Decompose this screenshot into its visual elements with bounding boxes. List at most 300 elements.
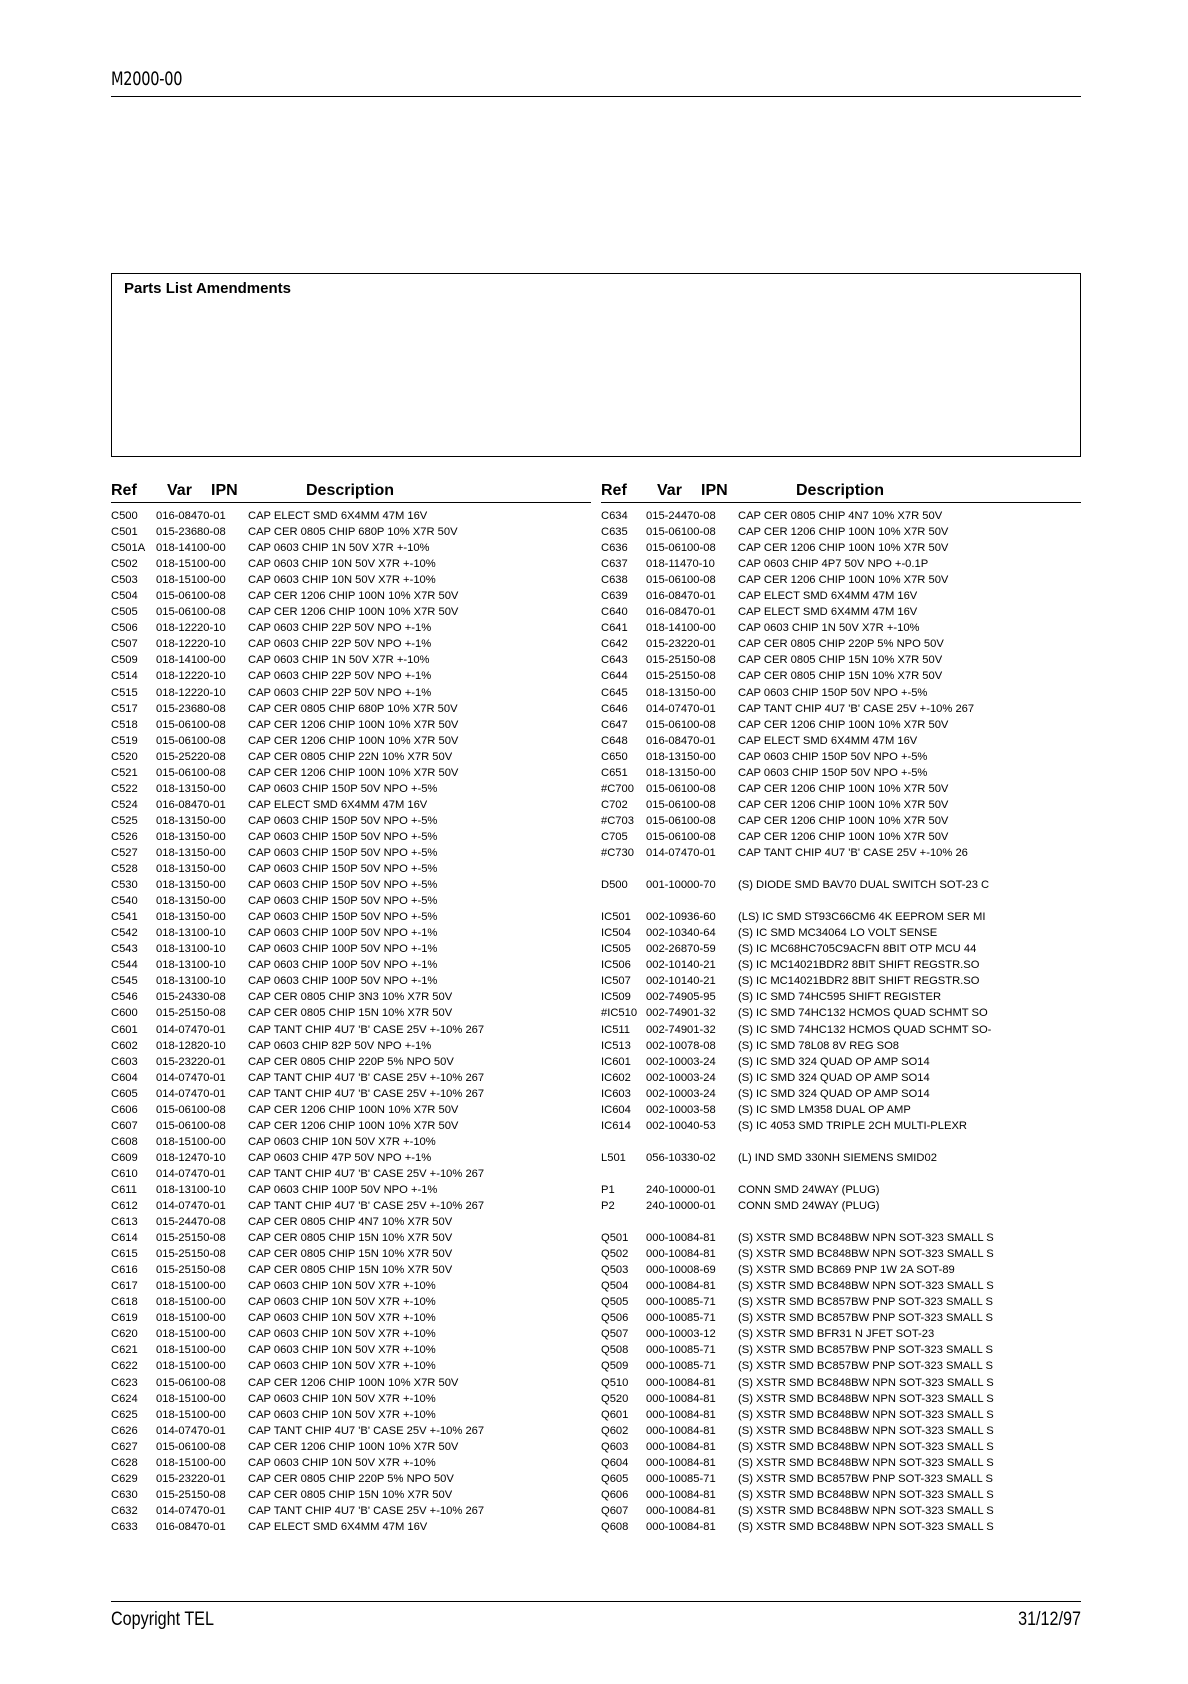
part-description: CAP 0603 CHIP 10N 50V X7R +-10%	[248, 1280, 436, 1293]
part-description: (S) XSTR SMD BC857BW PNP SOT-323 SMALL S	[738, 1296, 993, 1309]
table-row	[601, 1439, 1081, 1455]
part-ref: C603	[111, 1055, 138, 1068]
part-description: CAP CER 0805 CHIP 15N 10% X7R 50V	[738, 654, 943, 667]
part-description: CAP CER 0805 CHIP 15N 10% X7R 50V	[248, 1007, 453, 1020]
footer-date: 31/12/97	[1018, 1609, 1081, 1630]
part-ref: C622	[111, 1360, 138, 1373]
table-row	[601, 733, 1081, 749]
table-row	[111, 1439, 591, 1455]
part-description: CAP 0603 CHIP 22P 50V NPO +-1%	[248, 686, 432, 699]
part-description: (S) IC SMD MC34064 LO VOLT SENSE	[738, 927, 938, 940]
part-ref: C611	[111, 1183, 137, 1196]
table-row	[601, 1358, 1081, 1374]
part-description: (S) IC MC14021BDR2 8BIT SHIFT REGSTR.SO	[738, 975, 980, 988]
part-description: CONN SMD 24WAY (PLUG)	[738, 1183, 880, 1196]
part-description: (S) XSTR SMD BC857BW PNP SOT-323 SMALL S	[738, 1344, 993, 1357]
table-row	[111, 1455, 591, 1471]
table-row	[111, 636, 591, 652]
part-ipn: 014-07470-01	[156, 1023, 226, 1036]
part-ipn: 018-14100-00	[156, 654, 226, 667]
parts-column-left	[111, 482, 591, 1535]
part-ipn: 015-06100-08	[646, 814, 716, 827]
part-ref: C500	[111, 510, 138, 522]
parts-rows-right	[601, 508, 1081, 1535]
part-description: CAP TANT CHIP 4U7 'B' CASE 25V +-10% 267	[248, 1167, 485, 1180]
part-ref: C514	[111, 670, 138, 683]
part-ipn: 018-15100-00	[156, 1312, 226, 1325]
header-description: Description	[306, 482, 395, 499]
table-row	[601, 1230, 1081, 1246]
part-ref: IC614	[601, 1119, 631, 1132]
part-ipn: 018-13150-00	[156, 814, 226, 827]
part-ipn: 014-07470-01	[646, 846, 716, 859]
part-ipn: 002-10140-21	[646, 959, 716, 972]
part-ref: C518	[111, 718, 138, 731]
part-ipn: 000-10084-81	[646, 1504, 716, 1517]
part-ref: C520	[111, 750, 138, 763]
part-ipn: 014-07470-01	[156, 1087, 226, 1100]
part-ref: Q602	[601, 1424, 629, 1437]
table-row	[601, 1294, 1081, 1310]
table-row	[111, 1487, 591, 1503]
part-ref: Q607	[601, 1504, 629, 1517]
table-row	[111, 813, 591, 829]
part-ref: C615	[111, 1248, 138, 1261]
page-footer	[111, 1601, 1081, 1632]
part-ipn: 015-06100-08	[156, 606, 226, 619]
part-ipn: 000-10084-81	[646, 1520, 716, 1533]
part-description: (S) XSTR SMD BC848BW NPN SOT-323 SMALL S	[738, 1488, 994, 1501]
part-ipn: 240-10000-01	[646, 1183, 716, 1196]
part-ref: Q509	[601, 1360, 629, 1373]
part-ref: Q505	[601, 1296, 629, 1309]
part-ref: C616	[111, 1264, 138, 1277]
part-ref: C614	[111, 1232, 138, 1245]
part-description: CAP CER 0805 CHIP 4N7 10% X7R 50V	[248, 1216, 453, 1229]
part-ipn: 000-10085-71	[646, 1312, 716, 1325]
table-row	[601, 652, 1081, 668]
table-row	[601, 877, 1081, 893]
part-ref: C501	[111, 526, 138, 539]
part-description: CAP TANT CHIP 4U7 'B' CASE 25V +-10% 267	[248, 1071, 485, 1084]
table-row	[601, 973, 1081, 989]
table-row	[601, 957, 1081, 973]
part-description: CAP CER 1206 CHIP 100N 10% X7R 50V	[248, 590, 459, 603]
part-ref: C503	[111, 574, 138, 587]
part-ref: IC604	[601, 1103, 631, 1116]
part-ipn: 000-10084-81	[646, 1232, 716, 1245]
part-description: CAP 0603 CHIP 150P 50V NPO +-5%	[248, 830, 438, 843]
part-description: (S) XSTR SMD BC848BW NPN SOT-323 SMALL S	[738, 1232, 994, 1245]
part-ipn: 000-10084-81	[646, 1392, 716, 1405]
table-row	[601, 1054, 1081, 1070]
part-ref: Q606	[601, 1488, 629, 1501]
part-ipn: 002-10140-21	[646, 975, 716, 988]
part-ipn: 015-23680-08	[156, 702, 226, 715]
table-row	[111, 1278, 591, 1294]
header-ipn: IPN	[211, 482, 238, 499]
part-ref: #C730	[601, 846, 634, 859]
part-description: CAP 0603 CHIP 1N 50V X7R +-10%	[738, 622, 920, 635]
part-description: (S) XSTR SMD BC848BW NPN SOT-323 SMALL S	[738, 1280, 994, 1293]
part-description: CAP CER 0805 CHIP 15N 10% X7R 50V	[248, 1248, 453, 1261]
part-ipn: 015-25150-08	[646, 654, 716, 667]
table-row	[111, 765, 591, 781]
part-ref: C641	[601, 622, 628, 635]
part-description: CAP CER 1206 CHIP 100N 10% X7R 50V	[738, 526, 949, 539]
part-ipn: 015-24470-08	[646, 510, 716, 522]
part-ipn: 001-10000-70	[646, 879, 716, 892]
part-ipn: 002-10936-60	[646, 911, 716, 924]
amendments-title: Parts List Amendments	[124, 280, 291, 297]
part-ref: Q501	[601, 1232, 629, 1245]
part-description: CAP 0603 CHIP 10N 50V X7R +-10%	[248, 1392, 436, 1405]
part-ipn: 015-25150-08	[156, 1264, 226, 1277]
page-header	[111, 68, 1081, 97]
part-ref: P1	[601, 1183, 615, 1196]
table-row	[111, 1326, 591, 1342]
part-ref: C506	[111, 622, 138, 635]
header-description: Description	[796, 482, 885, 499]
part-ref: C604	[111, 1071, 138, 1084]
table-row	[111, 1423, 591, 1439]
table-row	[601, 1278, 1081, 1294]
part-ipn: 018-15100-00	[156, 1360, 226, 1373]
part-ref: IC505	[601, 943, 631, 956]
table-row	[601, 540, 1081, 556]
part-ipn: 000-10084-81	[646, 1488, 716, 1501]
part-ref: C646	[601, 702, 628, 715]
part-ipn: 018-15100-00	[156, 1280, 226, 1293]
part-ipn: 018-13150-00	[156, 830, 226, 843]
table-row	[601, 604, 1081, 620]
part-ipn: 016-08470-01	[646, 734, 716, 747]
table-row	[111, 1375, 591, 1391]
part-ref: #C700	[601, 782, 634, 795]
header-ref: Ref	[111, 482, 137, 499]
table-row	[111, 1214, 591, 1230]
part-description: CAP CER 0805 CHIP 15N 10% X7R 50V	[248, 1488, 453, 1501]
part-ref: Q604	[601, 1456, 629, 1469]
part-description: CAP CER 0805 CHIP 15N 10% X7R 50V	[248, 1232, 453, 1245]
part-ref: IC513	[601, 1039, 631, 1052]
part-ref: C620	[111, 1328, 138, 1341]
part-ref: Q608	[601, 1520, 629, 1533]
part-ipn: 018-13150-00	[156, 782, 226, 795]
table-row	[111, 588, 591, 604]
table-row	[601, 1118, 1081, 1134]
part-description: CAP 0603 CHIP 150P 50V NPO +-5%	[738, 766, 928, 779]
part-ipn: 018-13150-00	[156, 863, 226, 876]
part-ipn: 018-13150-00	[646, 750, 716, 763]
header-ipn: IPN	[701, 482, 728, 499]
table-row	[111, 1182, 591, 1198]
table-row	[601, 1102, 1081, 1118]
part-ipn: 018-15100-00	[156, 1296, 226, 1309]
part-ipn: 000-10084-81	[646, 1376, 716, 1389]
part-ref: C643	[601, 654, 628, 667]
table-row	[601, 524, 1081, 540]
part-ref: C605	[111, 1087, 138, 1100]
table-row	[601, 765, 1081, 781]
table-row	[111, 701, 591, 717]
table-row	[111, 893, 591, 909]
part-description: CAP ELECT SMD 6X4MM 47M 16V	[738, 734, 918, 747]
header-var: Var	[657, 482, 682, 499]
part-ipn: 015-25150-08	[156, 1007, 226, 1020]
part-ipn: 018-13100-10	[156, 975, 226, 988]
part-description: (L) IND SMD 330NH SIEMENS SMID02	[738, 1151, 937, 1164]
table-row	[111, 1005, 591, 1021]
part-description: CAP CER 1206 CHIP 100N 10% X7R 50V	[248, 1103, 459, 1116]
table-row	[601, 989, 1081, 1005]
part-description: (S) IC SMD 324 QUAD OP AMP SO14	[738, 1055, 930, 1068]
part-ref: C626	[111, 1424, 138, 1437]
part-description: CAP ELECT SMD 6X4MM 47M 16V	[248, 1520, 428, 1533]
part-ipn: 056-10330-02	[646, 1151, 716, 1164]
part-ref: C640	[601, 606, 628, 619]
part-description: CAP 0603 CHIP 10N 50V X7R +-10%	[248, 1296, 436, 1309]
part-ref: C638	[601, 574, 628, 587]
table-row	[111, 973, 591, 989]
part-description: (S) XSTR SMD BC848BW NPN SOT-323 SMALL S	[738, 1408, 994, 1421]
part-ref: Q605	[601, 1472, 629, 1485]
part-description: CAP TANT CHIP 4U7 'B' CASE 25V +-10% 267	[248, 1087, 485, 1100]
part-ipn: 018-13100-10	[156, 959, 226, 972]
part-description: CAP 0603 CHIP 10N 50V X7R +-10%	[248, 1360, 436, 1373]
part-description: (S) IC SMD 74HC132 HCMOS QUAD SCHMT SO	[738, 1007, 988, 1020]
part-description: CAP CER 1206 CHIP 100N 10% X7R 50V	[248, 606, 459, 619]
part-ref: Q603	[601, 1440, 629, 1453]
part-ipn: 018-12220-10	[156, 622, 226, 635]
part-ref: C517	[111, 702, 138, 715]
part-ipn: 018-12820-10	[156, 1039, 226, 1052]
part-ipn: 018-12220-10	[156, 670, 226, 683]
part-description: CAP 0603 CHIP 47P 50V NPO +-1%	[248, 1151, 432, 1164]
table-row	[601, 749, 1081, 765]
table-row	[601, 861, 1081, 877]
copyright-text: Copyright TEL	[111, 1609, 214, 1630]
part-description: (S) XSTR SMD BC848BW NPN SOT-323 SMALL S	[738, 1504, 994, 1517]
table-row	[601, 1375, 1081, 1391]
part-ipn: 018-12220-10	[156, 638, 226, 651]
part-ipn: 000-10084-81	[646, 1280, 716, 1293]
table-row	[111, 1198, 591, 1214]
part-description: CAP CER 0805 CHIP 220P 5% NPO 50V	[738, 638, 944, 651]
table-row	[601, 909, 1081, 925]
part-ipn: 018-15100-00	[156, 1135, 226, 1148]
part-description: (S) XSTR SMD BC848BW NPN SOT-323 SMALL S	[738, 1424, 994, 1437]
part-description: CAP 0603 CHIP 100P 50V NPO +-1%	[248, 927, 438, 940]
part-ref: C705	[601, 830, 628, 843]
part-ref: C617	[111, 1280, 138, 1293]
part-ref: C522	[111, 782, 138, 795]
table-row	[111, 1038, 591, 1054]
part-description: CAP 0603 CHIP 150P 50V NPO +-5%	[248, 911, 438, 924]
part-description: CAP 0603 CHIP 100P 50V NPO +-1%	[248, 1183, 438, 1196]
part-ipn: 240-10000-01	[646, 1200, 716, 1213]
part-ref: C624	[111, 1392, 138, 1405]
part-ref: Q504	[601, 1280, 629, 1293]
part-ipn: 015-25150-08	[646, 670, 716, 683]
part-ipn: 015-23220-01	[646, 638, 716, 651]
table-row	[601, 620, 1081, 636]
part-description: CAP ELECT SMD 6X4MM 47M 16V	[248, 510, 428, 522]
part-ref: C505	[111, 606, 138, 619]
part-ref: C625	[111, 1408, 138, 1421]
part-ref: C601	[111, 1023, 138, 1036]
part-ref: C634	[601, 510, 628, 522]
part-ref: C542	[111, 927, 138, 940]
part-ipn: 018-15100-00	[156, 1408, 226, 1421]
part-description: CAP 0603 CHIP 10N 50V X7R +-10%	[248, 1456, 436, 1469]
table-row	[111, 572, 591, 588]
part-ref: IC501	[601, 911, 631, 924]
part-ref: C650	[601, 750, 628, 763]
part-ipn: 018-13150-00	[156, 846, 226, 859]
part-description: CAP TANT CHIP 4U7 'B' CASE 25V +-10% 26	[738, 846, 968, 859]
part-description: (S) IC SMD 74HC595 SHIFT REGISTER	[738, 991, 942, 1004]
part-ref: C524	[111, 798, 138, 811]
table-row	[601, 685, 1081, 701]
part-description: (S) IC SMD LM358 DUAL OP AMP	[738, 1103, 911, 1116]
part-ipn: 002-10340-64	[646, 927, 716, 940]
table-row	[111, 1407, 591, 1423]
table-row	[111, 556, 591, 572]
part-ipn: 018-15100-00	[156, 558, 226, 571]
part-ipn: 015-06100-08	[646, 526, 716, 539]
table-row	[601, 1503, 1081, 1519]
part-description: CAP CER 1206 CHIP 100N 10% X7R 50V	[248, 1376, 459, 1389]
part-ipn: 015-06100-08	[156, 718, 226, 731]
table-row	[111, 1391, 591, 1407]
part-ipn: 000-10085-71	[646, 1472, 716, 1485]
part-description: (S) IC SMD 78L08 8V REG SO8	[738, 1039, 900, 1052]
part-ref: C610	[111, 1167, 138, 1180]
part-ref: C627	[111, 1440, 138, 1453]
part-ipn: 018-13150-00	[156, 895, 226, 908]
part-ipn: 015-06100-08	[646, 542, 716, 555]
part-ref: C602	[111, 1039, 138, 1052]
table-row	[601, 893, 1081, 909]
part-description: CAP TANT CHIP 4U7 'B' CASE 25V +-10% 267	[248, 1424, 485, 1437]
part-ipn: 015-06100-08	[156, 1103, 226, 1116]
part-ipn: 000-10084-81	[646, 1248, 716, 1261]
part-description: CAP 0603 CHIP 10N 50V X7R +-10%	[248, 1408, 436, 1421]
table-row	[601, 717, 1081, 733]
part-description: CAP 0603 CHIP 10N 50V X7R +-10%	[248, 1328, 436, 1341]
part-ipn: 018-15100-00	[156, 1344, 226, 1357]
part-ipn: 014-07470-01	[156, 1424, 226, 1437]
part-ref: C619	[111, 1312, 138, 1325]
part-description: CAP 0603 CHIP 82P 50V NPO +-1%	[248, 1039, 432, 1052]
part-description: CAP TANT CHIP 4U7 'B' CASE 25V +-10% 267	[738, 702, 975, 715]
part-ipn: 018-13150-00	[156, 879, 226, 892]
part-ipn: 016-08470-01	[646, 606, 716, 619]
part-description: CAP ELECT SMD 6X4MM 47M 16V	[738, 606, 918, 619]
table-row	[601, 1198, 1081, 1214]
table-row	[601, 1134, 1081, 1150]
part-description: (S) XSTR SMD BC848BW NPN SOT-323 SMALL S	[738, 1456, 994, 1469]
part-ipn: 015-23220-01	[156, 1472, 226, 1485]
header-var: Var	[167, 482, 192, 499]
part-description: (LS) IC SMD ST93C66CM6 4K EEPROM SER MI	[738, 911, 986, 924]
part-description: (S) XSTR SMD BC869 PNP 1W 2A SOT-89	[738, 1264, 955, 1277]
table-row	[111, 1471, 591, 1487]
part-ref: C507	[111, 638, 138, 651]
part-ref: C509	[111, 654, 138, 667]
part-description: (S) XSTR SMD BC857BW PNP SOT-323 SMALL S	[738, 1312, 993, 1325]
table-row	[601, 1471, 1081, 1487]
part-ipn: 002-10003-24	[646, 1087, 716, 1100]
part-ipn: 015-06100-08	[156, 766, 226, 779]
part-description: CAP 0603 CHIP 150P 50V NPO +-5%	[738, 750, 928, 763]
part-ipn: 014-07470-01	[156, 1071, 226, 1084]
part-ref: C618	[111, 1296, 138, 1309]
part-ipn: 002-74901-32	[646, 1023, 716, 1036]
table-row	[111, 781, 591, 797]
part-ipn: 016-08470-01	[156, 510, 226, 522]
part-description: CAP 0603 CHIP 150P 50V NPO +-5%	[738, 686, 928, 699]
part-ipn: 000-10085-71	[646, 1360, 716, 1373]
part-ref: C608	[111, 1135, 138, 1148]
part-ref: Q503	[601, 1264, 629, 1277]
part-ipn: 000-10084-81	[646, 1424, 716, 1437]
part-ipn: 002-10003-24	[646, 1055, 716, 1068]
part-description: (S) IC MC14021BDR2 8BIT SHIFT REGSTR.SO	[738, 959, 980, 972]
part-description: CAP 0603 CHIP 4P7 50V NPO +-0.1P	[738, 558, 929, 571]
table-row	[111, 749, 591, 765]
part-description: CAP CER 1206 CHIP 100N 10% X7R 50V	[738, 574, 949, 587]
parts-rows-left	[111, 508, 591, 1535]
part-ref: C607	[111, 1119, 138, 1132]
part-ref: C623	[111, 1376, 138, 1389]
table-row	[601, 668, 1081, 684]
table-row	[601, 1182, 1081, 1198]
part-description: CAP 0603 CHIP 10N 50V X7R +-10%	[248, 1344, 436, 1357]
table-row	[111, 1054, 591, 1070]
part-ref: C527	[111, 846, 138, 859]
part-ref: C630	[111, 1488, 138, 1501]
table-row	[601, 1391, 1081, 1407]
part-ref: C545	[111, 975, 138, 988]
part-ipn: 002-10003-58	[646, 1103, 716, 1116]
part-ref: C648	[601, 734, 628, 747]
part-description: CAP CER 1206 CHIP 100N 10% X7R 50V	[248, 1440, 459, 1453]
part-ref: Q508	[601, 1344, 629, 1357]
part-ref: Q510	[601, 1376, 629, 1389]
table-row	[111, 909, 591, 925]
part-ref: #IC510	[601, 1007, 638, 1020]
table-row	[111, 1294, 591, 1310]
part-ipn: 015-06100-08	[646, 718, 716, 731]
part-description: CAP 0603 CHIP 22P 50V NPO +-1%	[248, 622, 432, 635]
table-row	[111, 925, 591, 941]
table-row	[111, 733, 591, 749]
table-row	[601, 508, 1081, 524]
table-row	[111, 717, 591, 733]
part-ipn: 018-13100-10	[156, 943, 226, 956]
part-description: CAP CER 0805 CHIP 3N3 10% X7R 50V	[248, 991, 453, 1004]
part-ref: C633	[111, 1520, 138, 1533]
part-ref: C612	[111, 1200, 138, 1213]
part-ref: Q507	[601, 1328, 629, 1341]
part-description: CAP CER 0805 CHIP 15N 10% X7R 50V	[248, 1264, 453, 1277]
part-ref: C636	[601, 542, 628, 555]
part-description: CONN SMD 24WAY (PLUG)	[738, 1200, 880, 1213]
part-ipn: 015-06100-08	[646, 798, 716, 811]
part-description: (S) XSTR SMD BC857BW PNP SOT-323 SMALL S	[738, 1472, 993, 1485]
